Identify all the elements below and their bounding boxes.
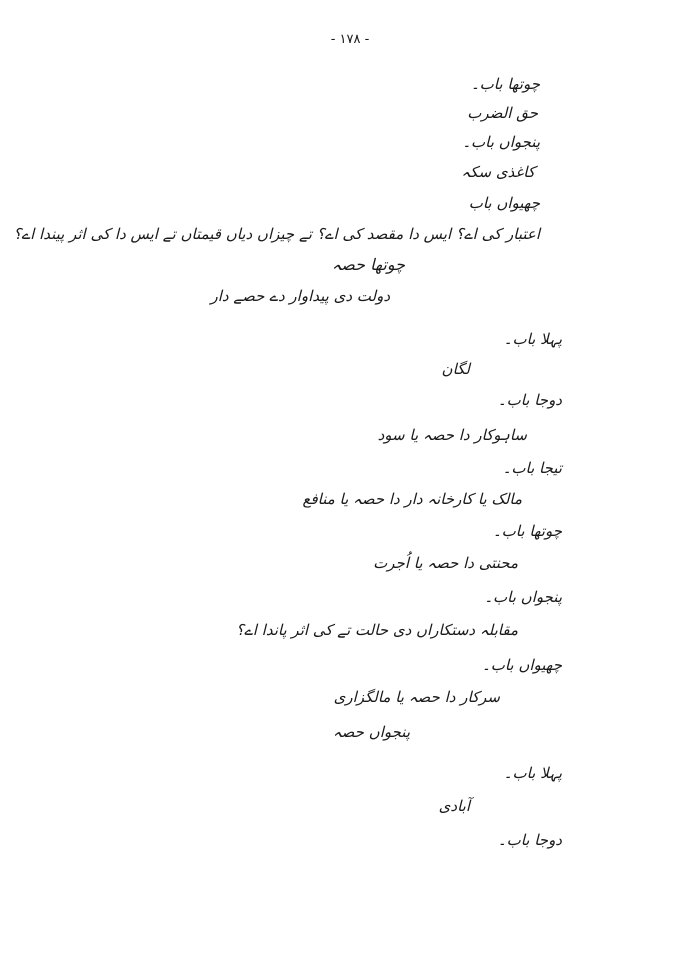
chapter-heading: پنجواں باب۔: [484, 588, 562, 606]
chapter-heading: دوجا باب۔: [497, 831, 562, 849]
chapter-heading: چھیواں باب۔: [481, 656, 562, 674]
chapter-heading: چوتھا باب۔: [492, 522, 562, 540]
chapter-heading: تیجا باب۔: [502, 459, 562, 477]
chapter-heading: چھیواں باب: [468, 194, 540, 212]
chapter-title: مالک یا کارخانہ دار دا حصہ یا منافع: [302, 490, 522, 508]
chapter-heading: دوجا باب۔: [497, 391, 562, 409]
chapter-heading: پنجواں باب۔: [462, 133, 540, 151]
page-number: - ۱۷۸ -: [330, 32, 370, 47]
chapter-title: کاغذی سکہ: [461, 163, 535, 181]
part-heading: پنجواں حصہ: [332, 723, 410, 741]
chapter-title: محنتی دا حصہ یا اُجرت: [373, 554, 518, 572]
part-heading: چوتھا حصہ: [331, 255, 405, 274]
chapter-heading: پہلا باب۔: [503, 764, 562, 782]
chapter-title: سرکار دا حصہ یا مالگزاری: [333, 688, 500, 706]
chapter-title: آبادی: [438, 797, 470, 815]
chapter-title: مقابلہ دستکاراں دی حالت تے کی اثر پاندا اے؟: [236, 621, 518, 639]
chapter-heading: چوتھا باب۔: [470, 75, 540, 93]
chapter-title: حق الضرب: [467, 104, 538, 122]
chapter-heading: پہلا باب۔: [503, 330, 562, 348]
chapter-title: لگان: [441, 360, 470, 378]
part-title: دولت دی پیداوار دے حصے دار: [210, 287, 390, 305]
chapter-title: ساہوکار دا حصہ یا سود: [377, 426, 527, 444]
chapter-title: اعتبار کی اے؟ ایس دا مقصد کی اے؟ تے چیزاں دیاں قیمتاں تے ایس دا کی اثر پیندا اے؟: [13, 225, 540, 243]
